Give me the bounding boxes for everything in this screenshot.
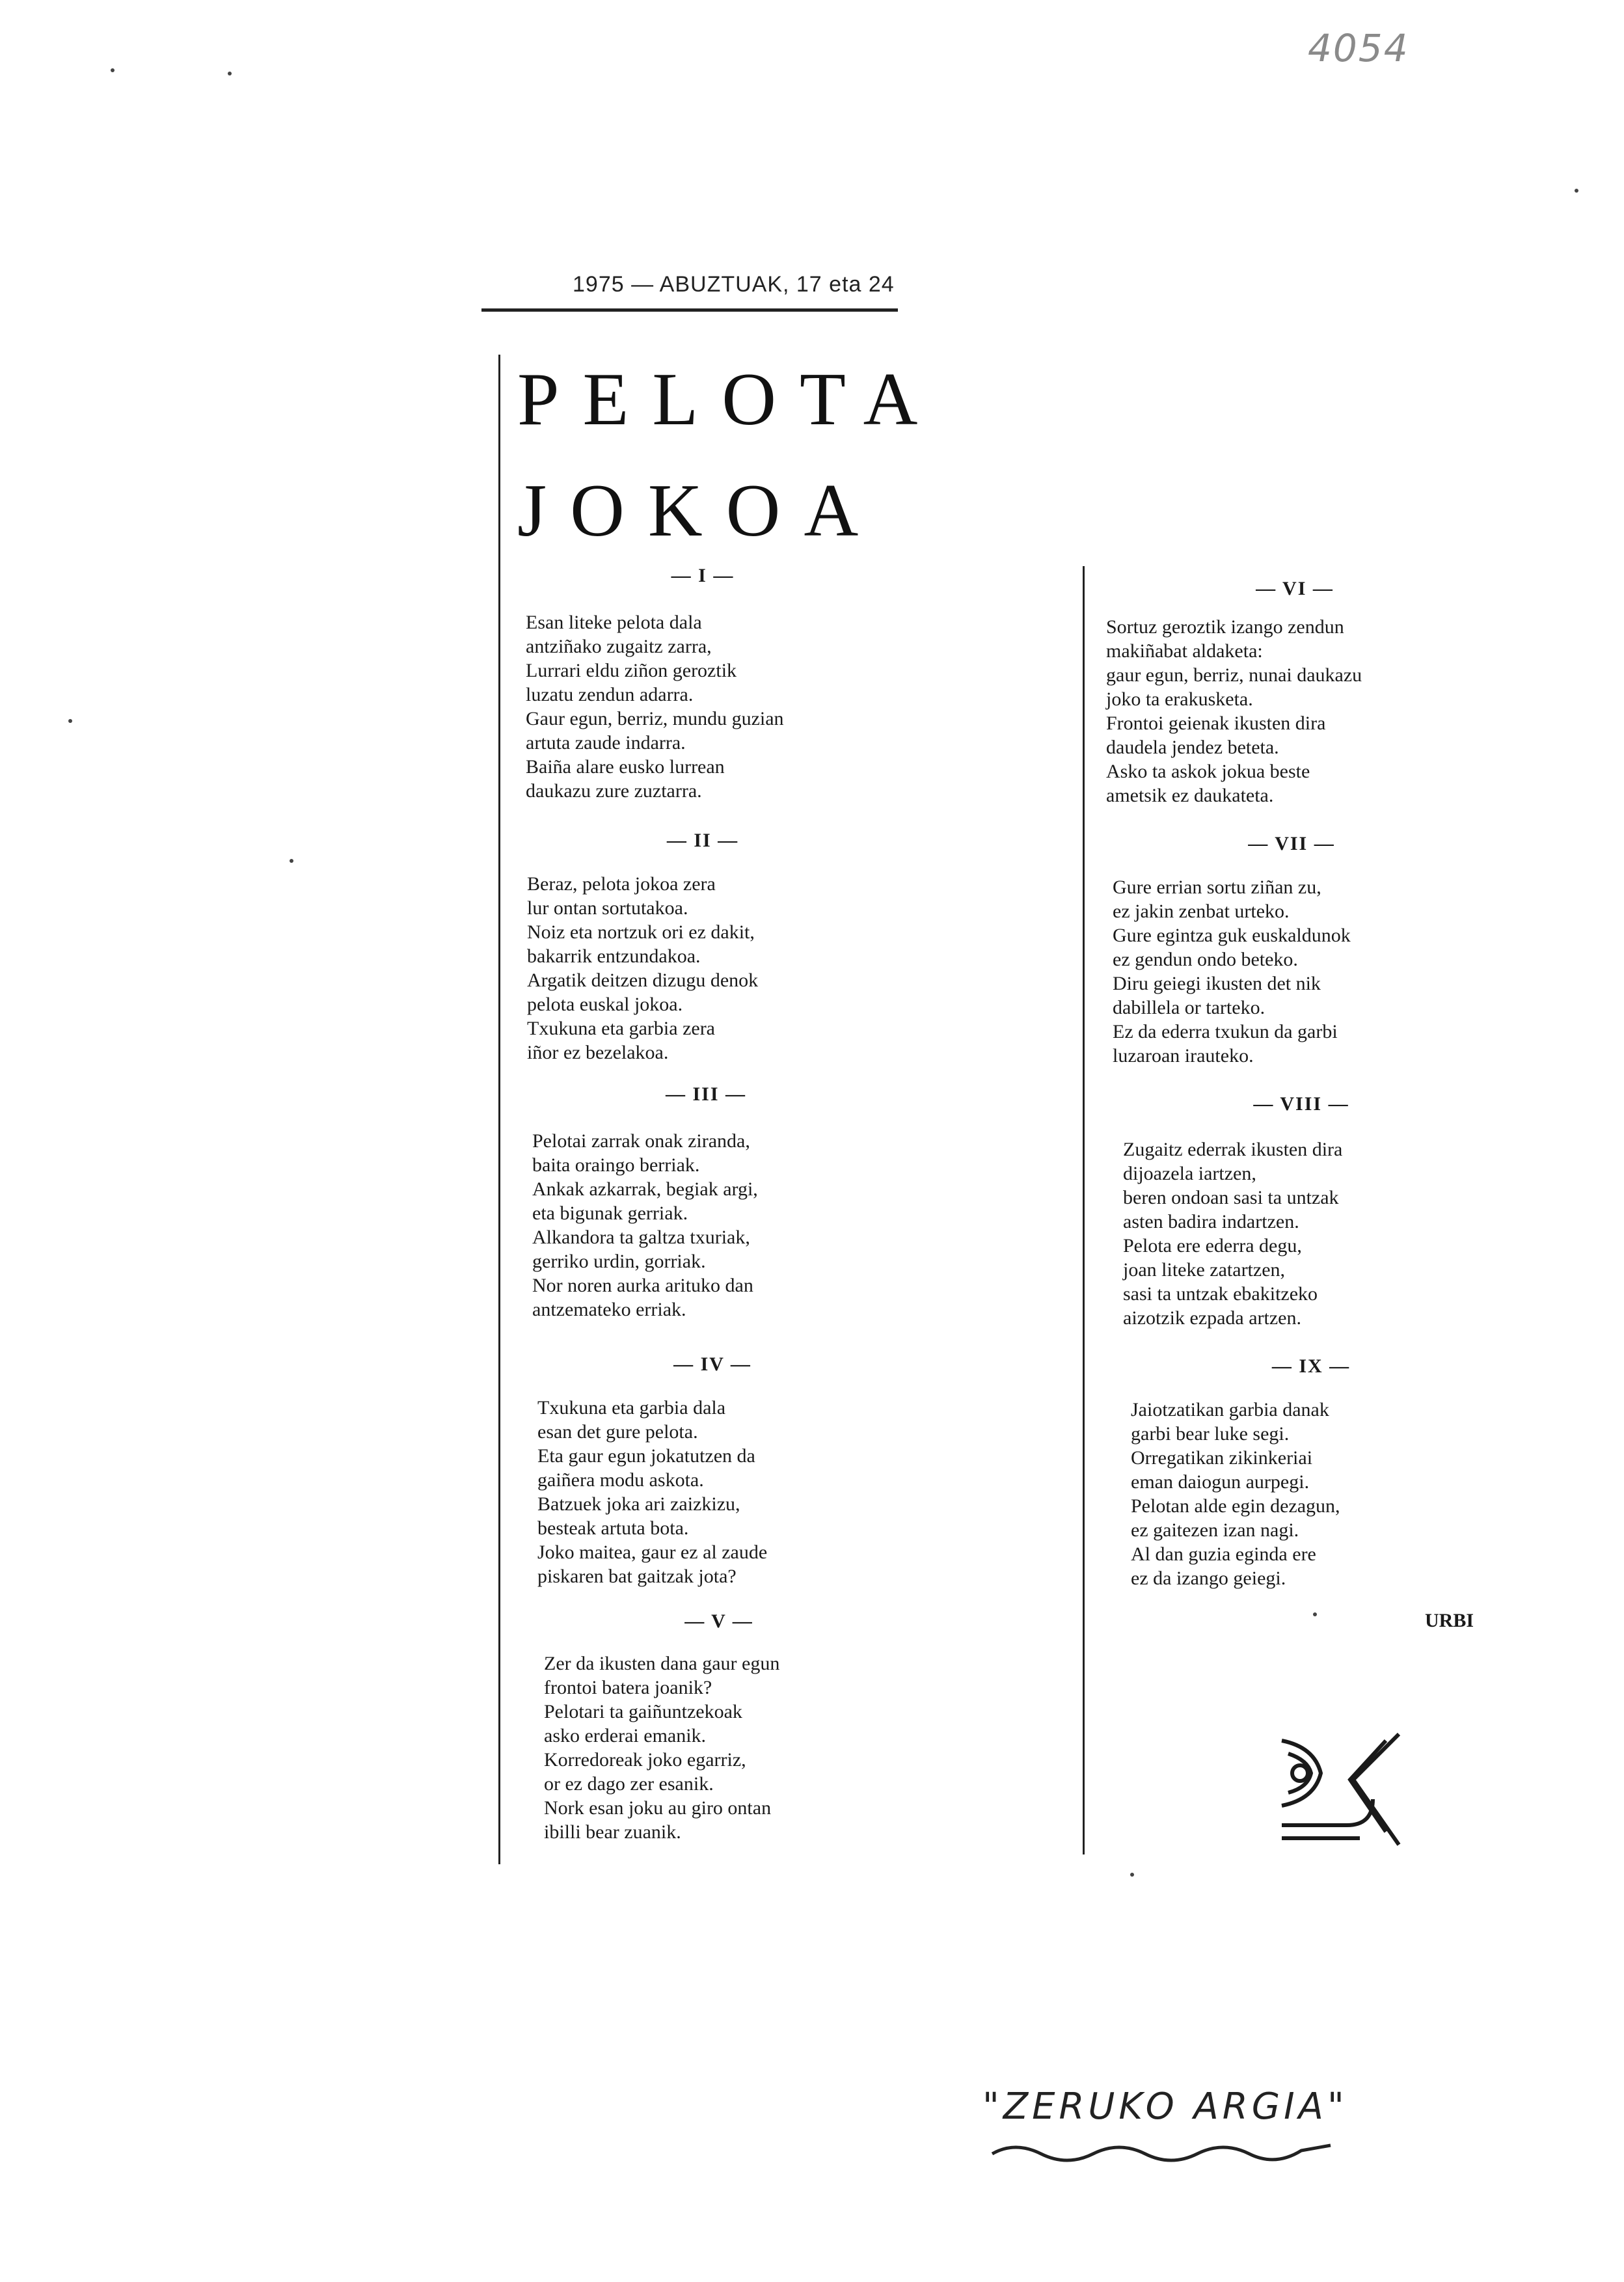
stanza-number: — I — <box>671 565 735 586</box>
verse-line: ez gendun ondo beteko. <box>1113 949 1298 970</box>
verse-line: eta bigunak gerriak. <box>532 1202 688 1224</box>
stanza-number: — III — <box>665 1083 747 1105</box>
author-signature: URBI <box>1425 1610 1474 1631</box>
stanza <box>526 610 784 803</box>
verse-line: gaiñera modu askota. <box>537 1469 704 1491</box>
verse-line: gaur egun, berriz, nunai daukazu <box>1106 664 1362 686</box>
verse-line: Baiña alare eusko lurrean <box>526 756 725 778</box>
stanza <box>537 1396 767 1588</box>
scan-speck <box>1313 1612 1317 1616</box>
verse-line: bakarrik entzundakoa. <box>527 945 701 967</box>
stanza-number: — II — <box>666 830 739 851</box>
verse-line: Ez da ederra txukun da garbi <box>1113 1021 1338 1042</box>
verse-line: or ez dago zer esanik. <box>544 1773 714 1795</box>
scan-speck <box>228 72 232 75</box>
scan-speck <box>1575 189 1578 193</box>
verse-line: Diru geiegi ikusten det nik <box>1113 973 1321 994</box>
verse-line: Gaur egun, berriz, mundu guzian <box>526 708 784 729</box>
verse-line: daukazu zure zuztarra. <box>526 780 702 802</box>
verse-line: ez gaitezen izan nagi. <box>1131 1519 1299 1541</box>
stanza-number: — VIII — <box>1253 1093 1349 1115</box>
verse-line: Jaiotzatikan garbia danak <box>1131 1399 1329 1420</box>
verse-line: Ankak azkarrak, begiak argi, <box>532 1178 758 1200</box>
handwritten-source-note: "ZERUKO ARGIA" <box>982 2085 1348 2128</box>
archive-number-note: 4054 <box>1308 26 1409 70</box>
verse-line: Esan liteke pelota dala <box>526 612 702 633</box>
verse-line: Txukuna eta garbia dala <box>537 1397 726 1419</box>
verse-line: Nor noren aurka arituko dan <box>532 1275 753 1296</box>
verse-line: frontoi batera joanik? <box>544 1677 712 1698</box>
stanza <box>1123 1137 1342 1330</box>
verse-line: Pelotari ta gaiñuntzekoak <box>544 1701 742 1722</box>
verse-line: antzemateko erriak. <box>532 1299 686 1320</box>
verse-line: Pelotai zarrak onak ziranda, <box>532 1130 750 1152</box>
verse-line: sasi ta untzak ebakitzeko <box>1123 1283 1318 1305</box>
verse-line: Sortuz geroztik izango zendun <box>1106 616 1344 638</box>
verse-line: luzatu zendun adarra. <box>526 684 694 705</box>
verse-line: Beraz, pelota jokoa zera <box>527 873 716 895</box>
verse-line: piskaren bat gaitzak jota? <box>537 1566 737 1587</box>
verse-line: gerriko urdin, gorriak. <box>532 1251 706 1272</box>
stanza-number: — IX — <box>1271 1355 1351 1377</box>
verse-line: aizotzik ezpada artzen. <box>1123 1307 1301 1329</box>
verse-line: ez da izango geiegi. <box>1131 1568 1286 1589</box>
verse-line: joko ta erakusketa. <box>1106 688 1253 710</box>
verse-line: Frontoi geienak ikusten dira <box>1106 713 1326 734</box>
right-column-rule <box>1083 566 1085 1854</box>
stanza-number: — VI — <box>1256 578 1334 599</box>
stanza-number: — VII — <box>1248 833 1335 854</box>
verse-line: Gure errian sortu ziñan zu, <box>1113 876 1321 898</box>
verse-line: ametsik ez daukateta. <box>1106 785 1274 806</box>
verse-line: Pelota ere ederra degu, <box>1123 1235 1302 1256</box>
stanza <box>532 1129 758 1322</box>
verse-line: Txukuna eta garbia zera <box>527 1018 715 1039</box>
verse-line: Korredoreak joko egarriz, <box>544 1749 746 1771</box>
stanza <box>1106 615 1362 808</box>
verse-line: Joko maitea, gaur ez al zaude <box>537 1542 768 1563</box>
stanza <box>527 872 758 1065</box>
title-line-2: JOKOA <box>517 469 882 552</box>
verse-line: Eta gaur egun jokatutzen da <box>537 1445 755 1467</box>
verse-line: besteak artuta bota. <box>537 1517 689 1539</box>
verse-line: Al dan guzia egindа ere <box>1131 1543 1316 1565</box>
verse-line: ez jakin zenbat urteko. <box>1113 901 1290 922</box>
stanza-number: — IV — <box>673 1353 751 1375</box>
verse-line: beren ondoan sasi ta untzak <box>1123 1187 1339 1208</box>
verse-line: Asko ta askok jokua beste <box>1106 761 1310 782</box>
verse-line: ibilli bear zuanik. <box>544 1821 681 1843</box>
verse-line: Lurrari eldu ziñon geroztik <box>526 660 737 681</box>
verse-line: luzaroan irauteko. <box>1113 1045 1254 1066</box>
verse-line: dabillela or tarteko. <box>1113 997 1265 1018</box>
scan-speck <box>68 719 72 723</box>
dateline: 1975 — ABUZTUAK, 17 eta 24 <box>573 272 895 297</box>
verse-line: Noiz eta nortzuk ori ez dakit, <box>527 921 755 943</box>
verse-line: artuta zaude indarra. <box>526 732 686 754</box>
verse-line: Batzuek joka ari zaizkizu, <box>537 1493 740 1515</box>
verse-line: asten badira indartzen. <box>1123 1211 1299 1232</box>
title-line-1: PELOTA <box>517 358 941 441</box>
left-column-rule <box>498 355 500 1864</box>
verse-line: daudela jendez beteta. <box>1106 737 1279 758</box>
verse-line: Zer da ikusten dana gaur egun <box>544 1653 780 1674</box>
verse-line: Pelotan alde egin dezagun, <box>1131 1495 1340 1517</box>
scan-speck <box>1130 1873 1134 1877</box>
verse-line: eman daiogun aurpegi. <box>1131 1471 1310 1493</box>
header-rule <box>481 308 898 312</box>
verse-line: iñor ez bezelakoa. <box>527 1042 669 1063</box>
verse-line: lur ontan sortutakoa. <box>527 897 688 919</box>
verse-line: Alkandora ta galtza txuriak, <box>532 1227 750 1248</box>
verse-line: Zugaitz ederrak ikusten dira <box>1123 1139 1343 1160</box>
verse-line: esan det gure pelota. <box>537 1421 698 1443</box>
underline-squiggle <box>989 2138 1334 2164</box>
verse-line: garbi bear luke segi. <box>1131 1423 1290 1445</box>
verse-line: Gure egintza guk euskaldunok <box>1113 925 1351 946</box>
stanza <box>1113 875 1351 1068</box>
verse-line: dijoazela iartzen, <box>1123 1163 1256 1184</box>
verse-line: Orregatikan zikinkeriai <box>1131 1447 1313 1469</box>
stanza-number: — V — <box>684 1610 753 1632</box>
stanza <box>544 1651 779 1844</box>
verse-line: Argatik deitzen dizugu denok <box>527 970 759 991</box>
scan-speck <box>111 68 115 72</box>
verse-line: pelota euskal jokoa. <box>527 994 683 1015</box>
stanza <box>1131 1398 1340 1590</box>
verse-line: baita oraingo berriak. <box>532 1154 700 1176</box>
verse-line: asko erderai emanik. <box>544 1725 707 1746</box>
verse-line: joan liteke zatartzen, <box>1123 1259 1286 1281</box>
decorative-emblem-icon <box>1275 1728 1405 1851</box>
scan-speck <box>290 859 293 863</box>
verse-line: Nork esan joku au giro ontan <box>544 1797 772 1819</box>
verse-line: antziñako zugaitz zarra, <box>526 636 712 657</box>
verse-line: makiñabat aldaketa: <box>1106 640 1263 662</box>
